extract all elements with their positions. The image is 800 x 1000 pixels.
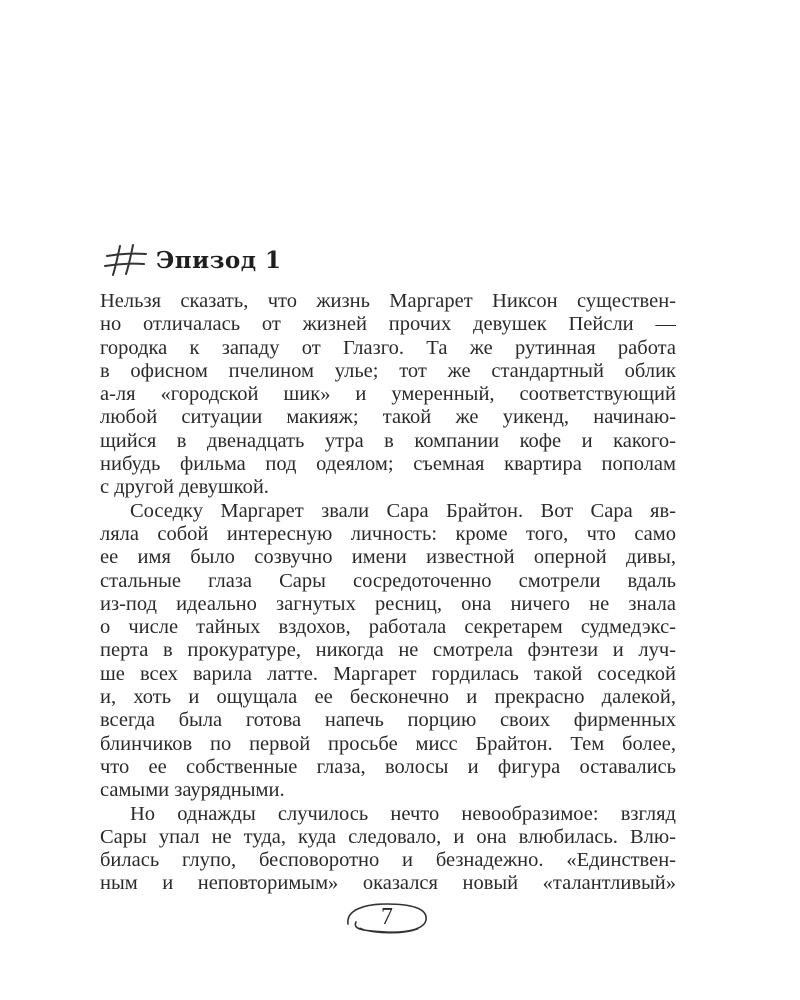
text-line: и, хоть и ощущала ее бесконечно и прекрасно далекой, [100,686,676,709]
text-line: Соседку Маргарет звали Сара Брайтон. Вот Сара яв- [130,499,676,522]
text-line: блинчиков по первой просьбе мисс Брайтон. Тем более, [100,732,676,755]
text-line: городка к западу от Глазго. Та же рутинная работа [100,336,676,359]
text-line: ным и неповторимым» оказался новый «талантливый» [100,872,676,895]
chapter-heading [104,240,282,280]
text-line: стальные глаза Сары сосредоточенно смотрели вдаль [100,569,676,592]
text-line: щийся в двенадцать утра в компании кофе и какого- [100,429,676,452]
text-line: с другой девушкой. [100,476,269,499]
text-line: из-под идеально загнутых ресниц, она ничего не знала [100,592,676,615]
text-line: ее имя было созвучно имени известной оперной дивы, [100,546,676,569]
text-line: самыми заурядными. [100,779,285,802]
text-line: ше всех варила латте. Маргарет гордилась такой соседкой [100,662,676,685]
text-line: а-ля «городской шик» и умеренный, соответствующий [100,383,676,406]
text-line: Но однажды случилось нечто невообразимое: взгляд [130,802,676,825]
text-line: в офисном пчелином улье; тот же стандартный облик [100,359,676,382]
page-number: 7 [381,904,393,930]
page-number-badge [342,898,432,936]
text-line: ляла собой интересную личность: кроме того, что само [100,522,676,545]
text-line: билась глупо, бесповоротно и безнадежно. «Единствен- [100,849,676,872]
text-line: нибудь фильма под одеялом; съемная квартира пополам [100,453,676,476]
text-line: но отличалась от жизней прочих девушек Пейсли — [100,313,676,336]
text-line: перта в прокуратуре, никогда не смотрела фэнтези и луч- [100,639,676,662]
text-line: о числе тайных вздохов, работала секретарем судмедэкс- [100,616,676,639]
text-line: любой ситуации макияж; такой же уикенд, начинаю- [100,406,676,429]
text-line: что ее собственные глаза, волосы и фигура оставались [100,755,676,778]
chapter-title: Эпизод 1 [156,246,282,274]
body-text [100,290,676,896]
hash-icon [104,243,148,277]
text-line: Сары упал не туда, куда следовало, и она влюбилась. Влю- [100,825,676,848]
text-line: всегда была готова напечь порцию своих фирменных [100,709,676,732]
text-line: Нельзя сказать, что жизнь Маргарет Никсон существен- [100,290,676,312]
